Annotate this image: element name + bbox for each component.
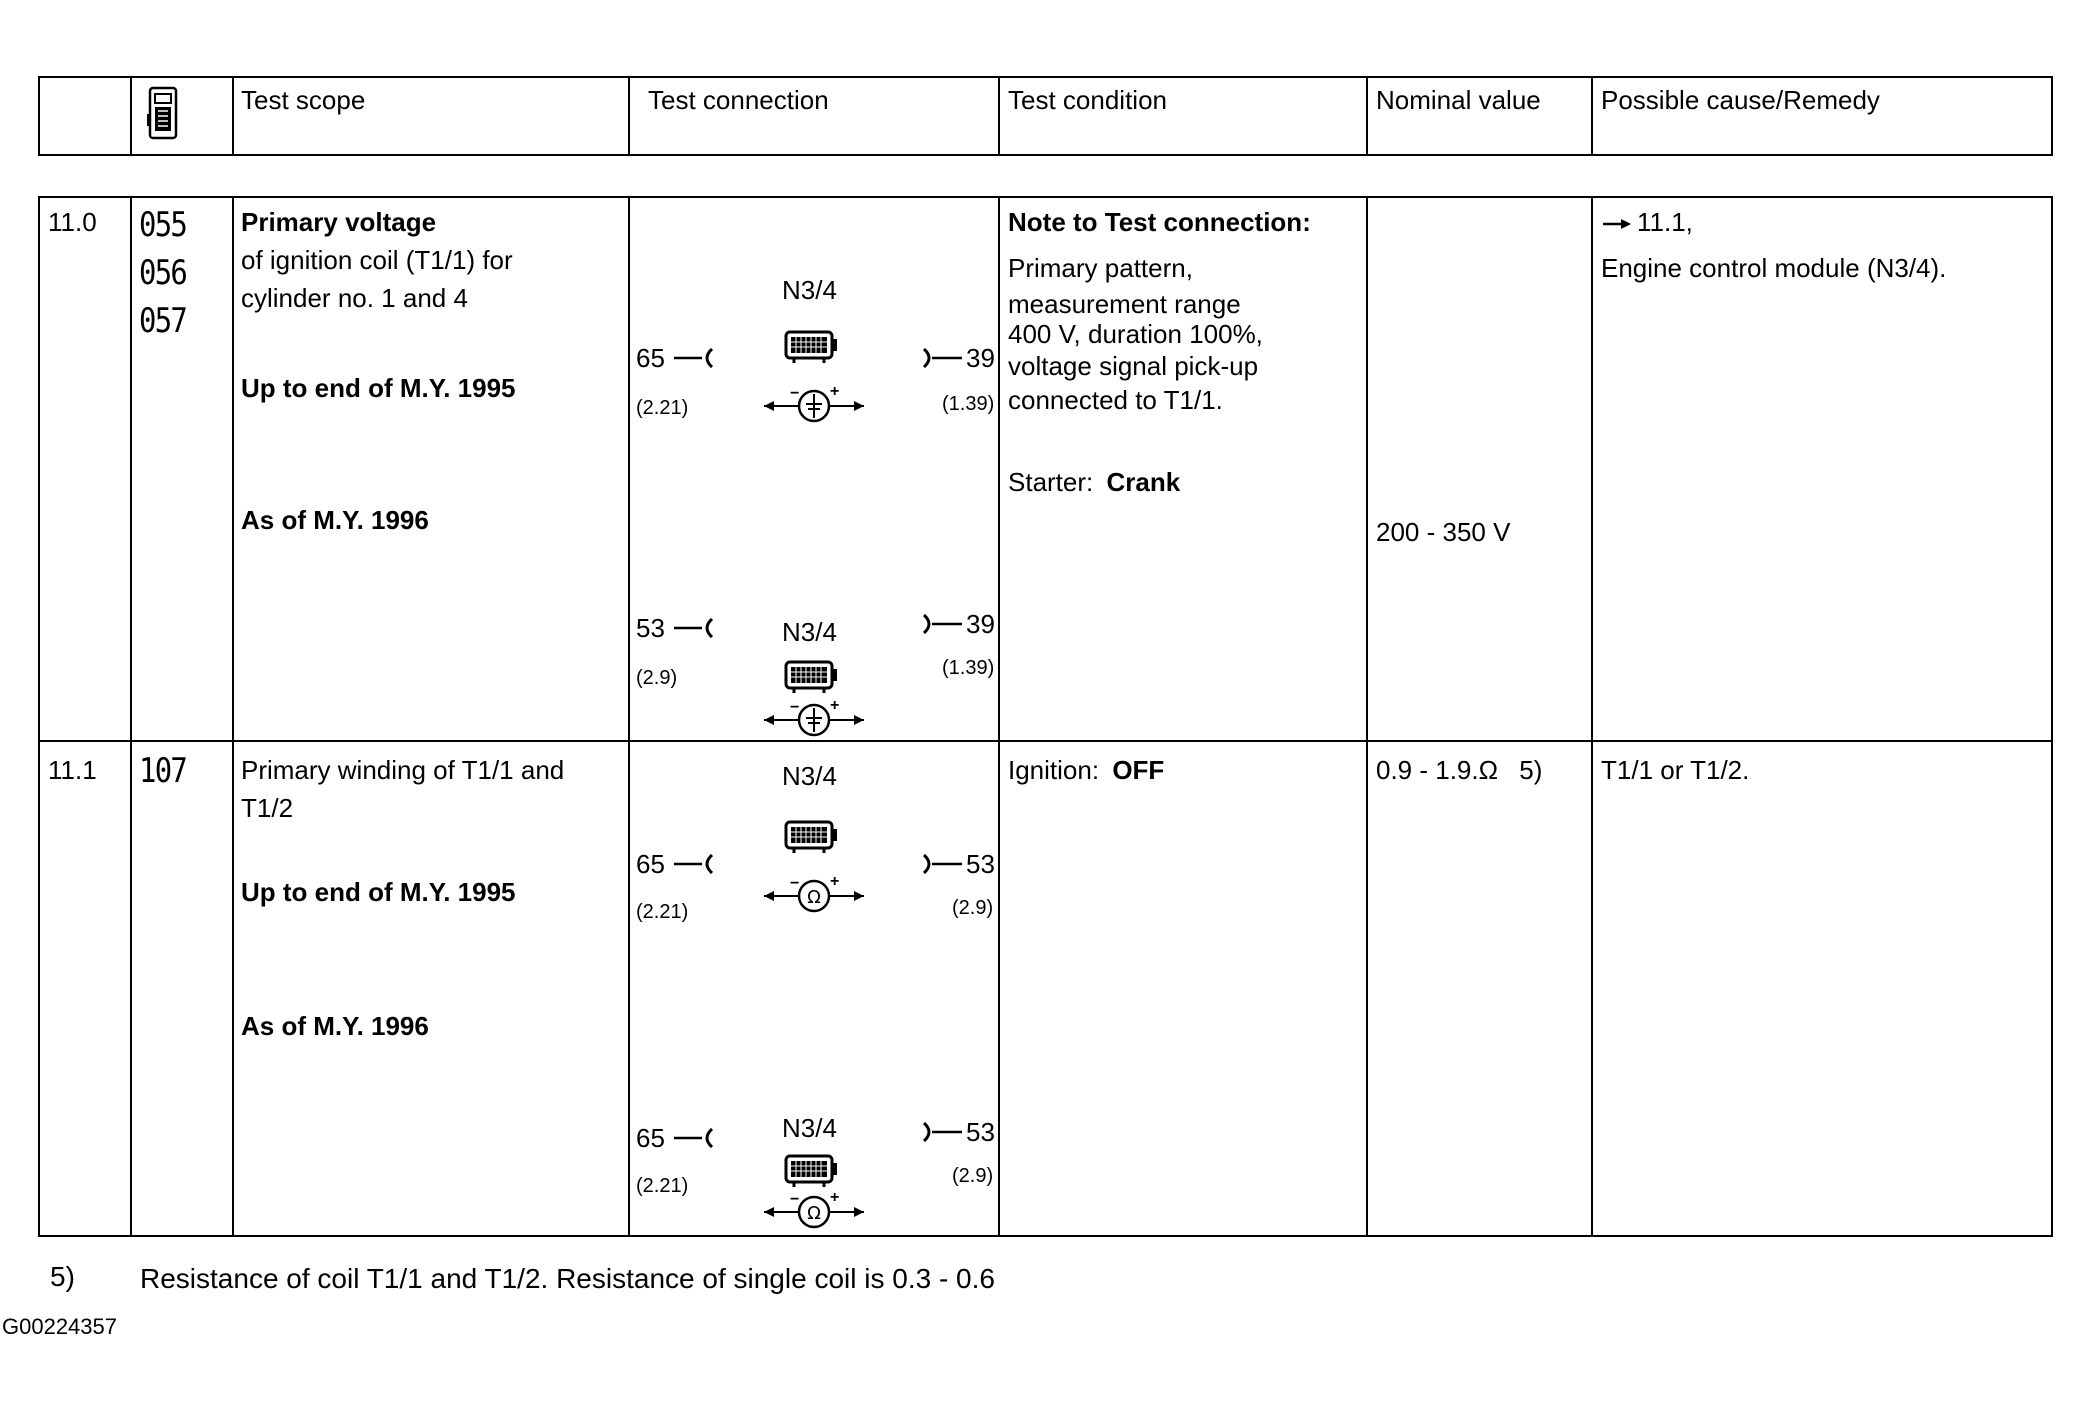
right-pin: 53	[966, 1117, 995, 1147]
svg-text:−: −	[790, 875, 800, 892]
svg-text:−: −	[790, 699, 800, 716]
scope-model-year-as-of: As of M.Y. 1996	[241, 505, 429, 535]
step-number: 11.0	[48, 207, 97, 237]
svg-text:Ω: Ω	[807, 1203, 821, 1224]
nominal-footnote-ref: 5)	[1519, 755, 1543, 785]
plug-left-icon	[672, 850, 718, 878]
header-test-connection: Test connection	[648, 85, 829, 115]
plug-right-icon	[918, 610, 964, 638]
module-label: N3/4	[782, 1113, 837, 1143]
condition-line: connected to T1/1.	[1008, 385, 1223, 415]
plug-left-icon	[672, 344, 718, 372]
left-pin-sub: (2.21)	[636, 1175, 689, 1197]
svg-text:Ω: Ω	[807, 887, 821, 908]
svg-text:−: −	[790, 385, 800, 402]
plug-left-icon	[672, 614, 718, 642]
module-label: N3/4	[782, 275, 837, 305]
left-pin: 65	[636, 1123, 665, 1153]
right-pin-sub: (2.9)	[952, 1165, 994, 1187]
header-possible-cause: Possible cause/Remedy	[1601, 85, 1880, 115]
svg-text:−: −	[790, 1191, 800, 1208]
header-test-condition: Test condition	[1008, 85, 1167, 115]
left-pin: 65	[636, 849, 665, 879]
header-test-scope: Test scope	[241, 85, 366, 115]
nominal-value-text: 0.9 - 1.9.Ω	[1376, 755, 1499, 785]
voltmeter-icon	[762, 698, 866, 740]
remedy-reference-text: 11.1,	[1637, 207, 1693, 237]
scope-title: Primary voltage	[241, 207, 437, 237]
test-code: 056	[139, 253, 187, 293]
tester-device-icon	[146, 86, 182, 142]
remedy-text: Engine control module (N3/4).	[1601, 253, 1947, 283]
control-module-icon	[784, 660, 840, 694]
remedy-reference	[1601, 206, 1693, 238]
condition-line: 400 V, duration 100%,	[1008, 319, 1263, 349]
scope-model-year-up-to: Up to end of M.Y. 1995	[241, 373, 516, 403]
condition-starter-value: Crank	[1106, 467, 1181, 497]
header-nominal-value: Nominal value	[1376, 85, 1541, 115]
test-code: 055	[139, 205, 187, 245]
scope-description: T1/2	[241, 793, 294, 823]
condition-starter	[1008, 466, 1180, 498]
module-label: N3/4	[782, 617, 837, 647]
test-code: 107	[139, 751, 187, 791]
svg-text:+: +	[830, 874, 840, 890]
ohmmeter-icon	[762, 1190, 866, 1232]
condition-title: Note to Test connection:	[1008, 207, 1311, 237]
ohmmeter-icon	[762, 874, 866, 916]
plug-right-icon	[918, 1118, 964, 1146]
left-pin-sub: (2.21)	[636, 397, 689, 419]
plug-right-icon	[918, 344, 964, 372]
remedy-text: T1/1 or T1/2.	[1601, 755, 1750, 785]
nominal-value	[1376, 754, 1542, 786]
document-id: G00224357	[2, 1314, 117, 1339]
scope-description: of ignition coil (T1/1) for	[241, 245, 513, 275]
condition-ignition	[1008, 754, 1164, 786]
footnote-mark: 5)	[50, 1261, 75, 1292]
left-pin: 65	[636, 343, 665, 373]
control-module-icon	[784, 820, 840, 854]
right-pin: 39	[966, 609, 995, 639]
right-pin-sub: (1.39)	[942, 393, 995, 415]
arrow-right-icon	[1601, 217, 1633, 231]
scope-description: Primary winding of T1/1 and	[241, 755, 565, 785]
plug-right-icon	[918, 850, 964, 878]
condition-line: Primary pattern,	[1008, 253, 1193, 283]
control-module-icon	[784, 330, 840, 364]
plug-left-icon	[672, 1124, 718, 1152]
right-pin: 39	[966, 343, 995, 373]
test-code: 057	[139, 301, 187, 341]
left-pin-sub: (2.21)	[636, 901, 689, 923]
control-module-icon	[784, 1154, 840, 1188]
scope-description: cylinder no. 1 and 4	[241, 283, 468, 313]
svg-text:+: +	[830, 698, 840, 714]
scope-model-year-as-of: As of M.Y. 1996	[241, 1011, 429, 1041]
scope-model-year-up-to: Up to end of M.Y. 1995	[241, 877, 516, 907]
left-pin-sub: (2.9)	[636, 667, 678, 689]
right-pin: 53	[966, 849, 995, 879]
step-number: 11.1	[48, 755, 97, 785]
svg-text:+: +	[830, 384, 840, 400]
left-pin: 53	[636, 613, 665, 643]
condition-ignition-value: OFF	[1112, 755, 1165, 785]
footnote-text: Resistance of coil T1/1 and T1/2. Resistance of single coil is 0.3 - 0.6	[140, 1263, 995, 1294]
svg-text:+: +	[830, 1190, 840, 1206]
nominal-value: 200 - 350 V	[1376, 517, 1511, 547]
condition-starter-label: Starter:	[1008, 467, 1094, 497]
right-pin-sub: (2.9)	[952, 897, 994, 919]
condition-line: voltage signal pick-up	[1008, 351, 1259, 381]
right-pin-sub: (1.39)	[942, 657, 995, 679]
module-label: N3/4	[782, 761, 837, 791]
condition-ignition-label: Ignition:	[1008, 755, 1100, 785]
voltmeter-icon	[762, 384, 866, 426]
condition-line: measurement range	[1008, 289, 1241, 319]
